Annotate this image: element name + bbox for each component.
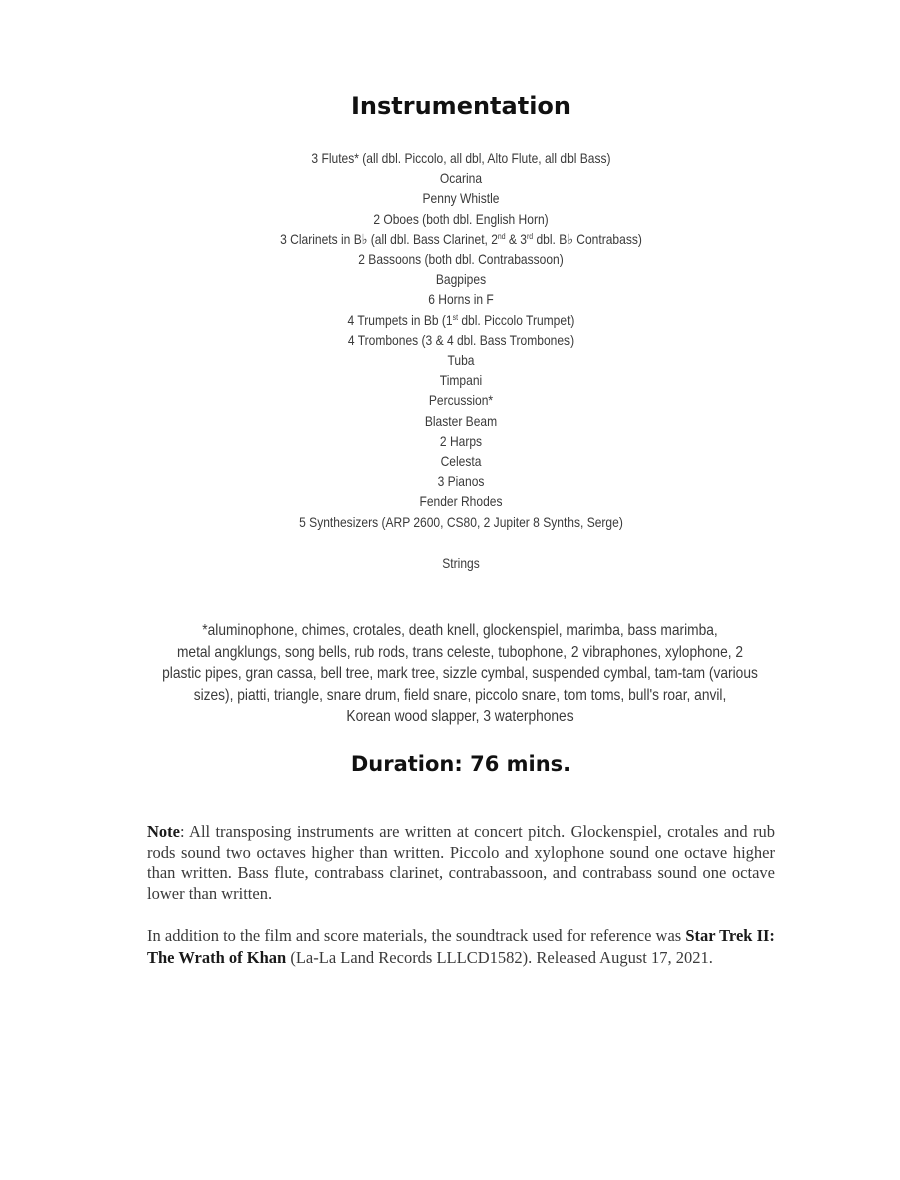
page-title: Instrumentation	[350, 92, 571, 120]
percussion-line: plastic pipes, gran cassa, bell tree, mark tree, sizzle cymbal, suspended cymbal, tam-tam (various	[162, 665, 758, 682]
instrument-item: 5 Synthesizers (ARP 2600, CS80, 2 Jupiter 8 Synths, Serge)	[299, 513, 623, 530]
instrument-list	[65, 148, 858, 532]
reference-text-before: In addition to the film and score materials, the soundtrack used for reference was	[147, 926, 686, 945]
trumpets-sup-st: st	[452, 312, 458, 322]
instrument-item: Celesta	[440, 453, 482, 470]
percussion-line: *aluminophone, chimes, crotales, death knell, glockenspiel, marimba, bass marimba,	[202, 622, 718, 639]
instrument-item: Bagpipes	[435, 271, 487, 288]
instrument-item: 2 Harps	[439, 432, 483, 449]
instrument-item: Penny Whistle	[422, 190, 500, 207]
clarinets-text-b: & 3	[505, 230, 528, 247]
instrument-item: 3 Flutes* (all dbl. Piccolo, all dbl, Alto Flute, all dbl Bass)	[311, 150, 611, 166]
instrument-item: Timpani	[439, 372, 483, 389]
clarinets-text-c: dbl. B♭ Contrabass)	[533, 230, 642, 247]
clarinets-text-a: 3 Clarinets in B♭ (all dbl. Bass Clarinet, 2	[280, 230, 498, 247]
percussion-footnote	[107, 620, 812, 728]
instrument-item: Tuba	[447, 352, 475, 369]
note-label: Note	[147, 822, 180, 841]
percussion-line: metal angklungs, song bells, rub rods, trans celeste, tubophone, 2 vibraphones, xylophone, 2	[176, 643, 744, 661]
clarinets-sup-nd: nd	[497, 231, 506, 241]
instrument-item: Blaster Beam	[424, 412, 498, 429]
instrument-item: Percussion*	[428, 392, 494, 409]
transposition-note	[147, 822, 775, 904]
instrument-item: 3 Pianos	[437, 473, 485, 490]
instrument-item: Ocarina	[439, 170, 483, 187]
reference-album-title: Star Trek II: The Wrath of Khan	[147, 926, 775, 967]
instrument-item: 4 Trombones (3 & 4 dbl. Bass Trombones)	[347, 331, 575, 348]
instrument-item-trumpets	[65, 310, 858, 330]
percussion-line: Korean wood slapper, 3 waterphones	[346, 708, 574, 725]
instrument-item-clarinets	[65, 229, 858, 249]
instrument-item: Fender Rhodes	[419, 493, 503, 510]
trumpets-text-a: 4 Trumpets in Bb (1	[347, 311, 453, 328]
instrument-item: 2 Bassoons (both dbl. Contrabassoon)	[358, 251, 564, 268]
instrument-item: 2 Oboes (both dbl. English Horn)	[373, 210, 549, 227]
clarinets-sup-rd: rd	[527, 231, 534, 241]
trumpets-text-b: dbl. Piccolo Trumpet)	[457, 311, 575, 328]
percussion-line: sizes), piatti, triangle, snare drum, field snare, piccolo snare, tom toms, bull's roar, anvil,	[193, 686, 727, 704]
duration-heading: Duration: 76 mins.	[350, 752, 572, 776]
strings-item: Strings	[442, 555, 480, 571]
instrument-item: 6 Horns in F	[428, 291, 494, 308]
soundtrack-reference	[147, 925, 775, 968]
note-text: : All transposing instruments are written at concert pitch. Glockenspiel, crotales and rub rods sound two octaves higher than written. Piccolo and xylophone sound one octave higher than written. Bass flute, contrabass clarinet, contrabassoon, and contrabass sound one octave lower than written.	[147, 822, 775, 903]
reference-text-after: (La-La Land Records LLLCD1582). Released August 17, 2021.	[286, 947, 713, 967]
